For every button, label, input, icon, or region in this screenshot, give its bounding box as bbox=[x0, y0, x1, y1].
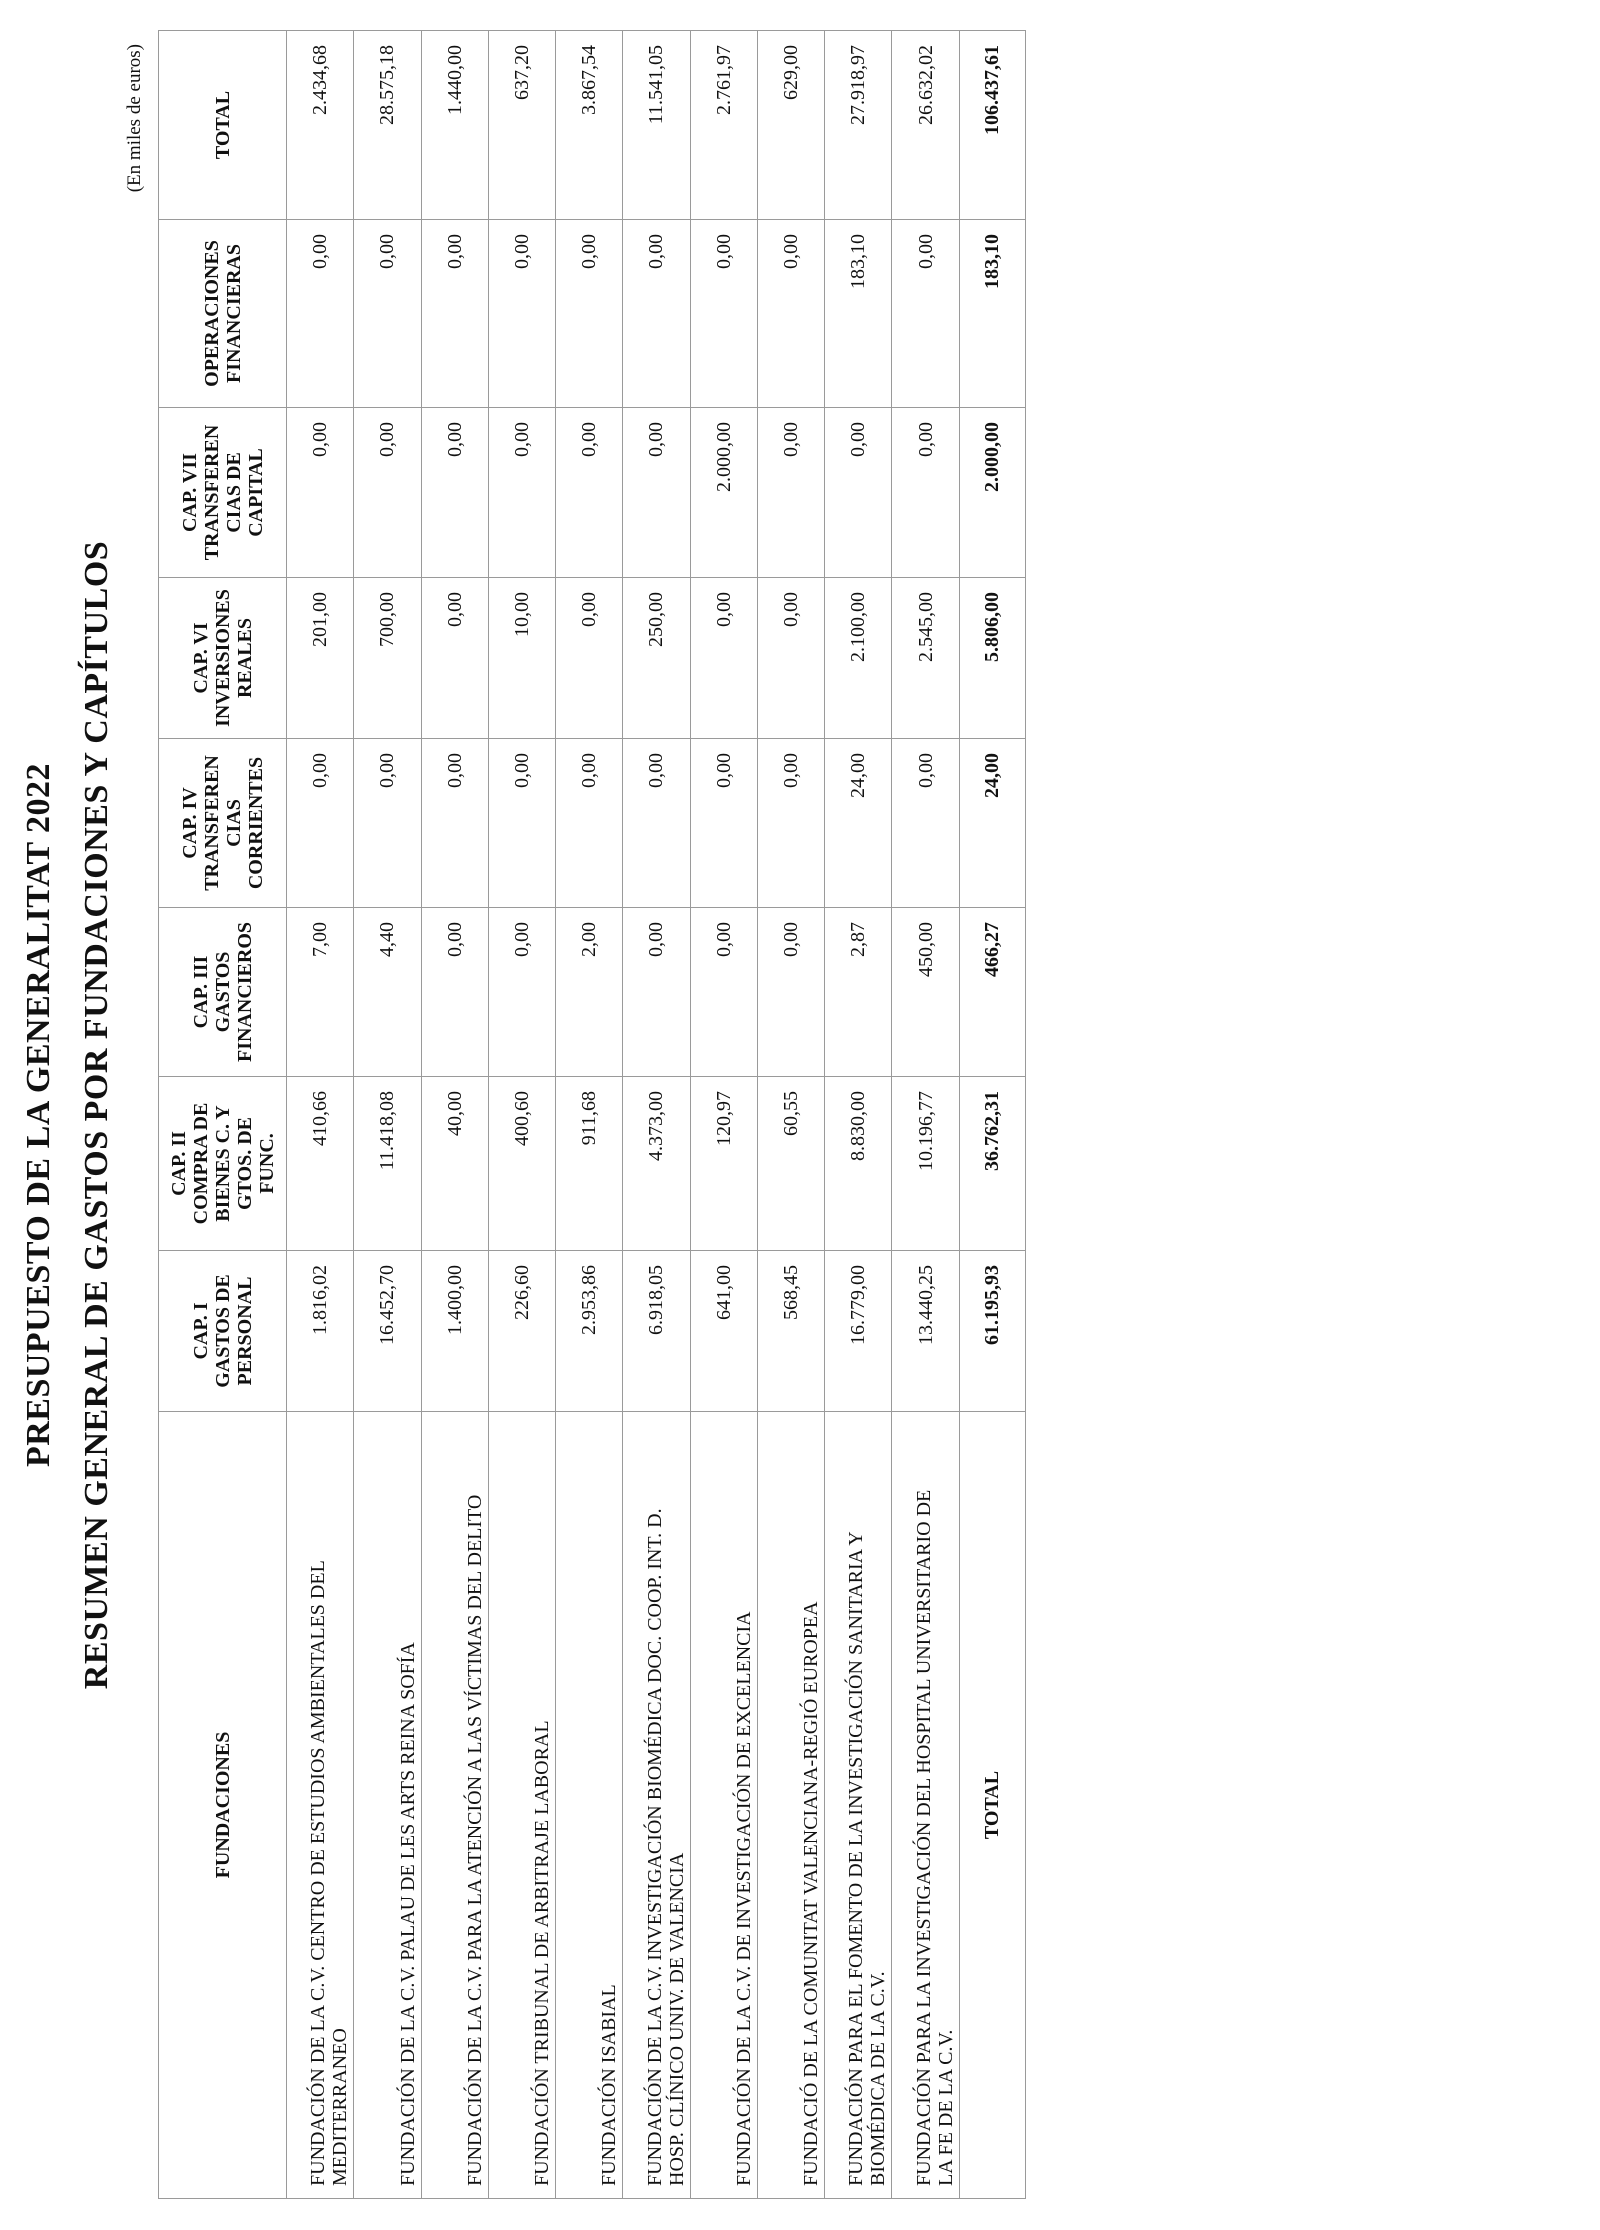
total-cap4: 24,00 bbox=[959, 739, 1025, 908]
fundacion-name-line2: MEDITERRANEO bbox=[329, 2028, 352, 2186]
cell-cap3: 4,40 bbox=[354, 908, 421, 1077]
cell-cap2: 410,66 bbox=[287, 1077, 354, 1251]
cell-cap7: 0,00 bbox=[757, 408, 824, 578]
cell-opfin: 0,00 bbox=[556, 220, 623, 408]
cell-cap4: 0,00 bbox=[287, 739, 354, 908]
cell-total: 2.761,97 bbox=[690, 31, 757, 220]
cell-cap7: 0,00 bbox=[488, 408, 555, 578]
cell-cap6: 0,00 bbox=[757, 578, 824, 739]
cell-cap7: 0,00 bbox=[556, 408, 623, 578]
units-note: (En miles de euros) bbox=[124, 44, 145, 193]
cell-cap6: 10,00 bbox=[488, 578, 555, 739]
header-opfin: OPERACIONES FINANCIERAS bbox=[159, 220, 287, 408]
cell-opfin: 183,10 bbox=[825, 220, 892, 408]
cell-cap4: 0,00 bbox=[556, 739, 623, 908]
total-cap2: 36.762,31 bbox=[959, 1077, 1025, 1251]
fundacion-name bbox=[825, 1412, 892, 2199]
cell-cap3: 0,00 bbox=[488, 908, 555, 1077]
fundacion-name-line1: FUNDACIÓN DE LA C.V. PARA LA ATENCIÓN A LAS VÍCTIMAS DEL DELITO bbox=[463, 1494, 486, 2186]
table-row bbox=[825, 31, 892, 2199]
fundacion-name bbox=[488, 1412, 555, 2199]
cell-cap4: 0,00 bbox=[892, 739, 959, 908]
fundacion-name-line1: FUNDACIÓN DE LA C.V. INVESTIGACIÓN BIOMÉDICA DOC. COOP. INT. D. bbox=[643, 1508, 666, 2186]
cell-cap1: 2.953,86 bbox=[556, 1251, 623, 1412]
cell-opfin: 0,00 bbox=[623, 220, 690, 408]
cell-cap2: 10.196,77 bbox=[892, 1077, 959, 1251]
total-cap3: 466,27 bbox=[959, 908, 1025, 1077]
table-row bbox=[757, 31, 824, 2199]
cell-cap6: 0,00 bbox=[690, 578, 757, 739]
cell-cap4: 0,00 bbox=[690, 739, 757, 908]
cell-cap1: 6.918,05 bbox=[623, 1251, 690, 1412]
cell-cap4: 0,00 bbox=[421, 739, 488, 908]
cell-opfin: 0,00 bbox=[690, 220, 757, 408]
cell-cap6: 250,00 bbox=[623, 578, 690, 739]
fundacion-name bbox=[287, 1412, 354, 2199]
page-title: PRESUPUESTO DE LA GENERALITAT 2022 bbox=[20, 762, 57, 1468]
cell-total: 3.867,54 bbox=[556, 31, 623, 220]
cell-cap2: 8.830,00 bbox=[825, 1077, 892, 1251]
cell-cap2: 11.418,08 bbox=[354, 1077, 421, 1251]
cell-total: 1.440,00 bbox=[421, 31, 488, 220]
cell-cap1: 568,45 bbox=[757, 1251, 824, 1412]
cell-cap3: 0,00 bbox=[623, 908, 690, 1077]
cell-cap6: 201,00 bbox=[287, 578, 354, 739]
header-total: TOTAL bbox=[159, 31, 287, 220]
cell-cap1: 1.816,02 bbox=[287, 1251, 354, 1412]
cell-cap7: 0,00 bbox=[354, 408, 421, 578]
cell-opfin: 0,00 bbox=[757, 220, 824, 408]
cell-cap1: 1.400,00 bbox=[421, 1251, 488, 1412]
fundacion-name-line1: FUNDACIÓN DE LA C.V. DE INVESTIGACIÓN DE EXCELENCIA bbox=[732, 1611, 755, 2186]
fundacion-name-line1: FUNDACIÓN TRIBUNAL DE ARBITRAJE LABORAL bbox=[531, 1720, 554, 2186]
fundacion-name-line1: FUNDACIÓN DE LA C.V. CENTRO DE ESTUDIOS AMBIENTALES DEL bbox=[307, 1560, 330, 2186]
cell-cap3: 7,00 bbox=[287, 908, 354, 1077]
cell-total: 26.632,02 bbox=[892, 31, 959, 220]
cell-total: 11.541,05 bbox=[623, 31, 690, 220]
cell-cap7: 2.000,00 bbox=[690, 408, 757, 578]
cell-cap1: 16.779,00 bbox=[825, 1251, 892, 1412]
cell-cap6: 0,00 bbox=[421, 578, 488, 739]
fundacion-name-line1: FUNDACIÓ DE LA COMUNITAT VALENCIANA-REGIÓ EUROPEA bbox=[800, 1601, 823, 2186]
cell-cap6: 2.545,00 bbox=[892, 578, 959, 739]
cell-cap4: 0,00 bbox=[757, 739, 824, 908]
cell-total: 2.434,68 bbox=[287, 31, 354, 220]
table-row bbox=[556, 31, 623, 2199]
cell-cap3: 450,00 bbox=[892, 908, 959, 1077]
cell-opfin: 0,00 bbox=[421, 220, 488, 408]
cell-cap6: 2.100,00 bbox=[825, 578, 892, 739]
fundacion-name bbox=[623, 1412, 690, 2199]
table-row bbox=[287, 31, 354, 2199]
cell-cap4: 0,00 bbox=[354, 739, 421, 908]
table-header-row bbox=[159, 31, 287, 2199]
table-row bbox=[623, 31, 690, 2199]
total-label: TOTAL bbox=[959, 1412, 1025, 2199]
cell-cap4: 24,00 bbox=[825, 739, 892, 908]
cell-cap1: 13.440,25 bbox=[892, 1251, 959, 1412]
cell-cap3: 0,00 bbox=[757, 908, 824, 1077]
cell-cap1: 641,00 bbox=[690, 1251, 757, 1412]
cell-cap7: 0,00 bbox=[892, 408, 959, 578]
fundacion-name bbox=[892, 1412, 959, 2199]
table-row bbox=[690, 31, 757, 2199]
table-row bbox=[354, 31, 421, 2199]
fundacion-name-line2: LA FE DE LA C.V. bbox=[934, 2029, 957, 2186]
cell-opfin: 0,00 bbox=[892, 220, 959, 408]
cell-cap2: 400,60 bbox=[488, 1077, 555, 1251]
cell-opfin: 0,00 bbox=[354, 220, 421, 408]
cell-cap1: 226,60 bbox=[488, 1251, 555, 1412]
fundacion-name bbox=[757, 1412, 824, 2199]
fundacion-name bbox=[354, 1412, 421, 2199]
header-cap2: CAP. II COMPRA DE BIENES C. Y GTOS. DE FUNC. bbox=[159, 1077, 287, 1251]
fundacion-name bbox=[690, 1412, 757, 2199]
header-fundaciones: FUNDACIONES bbox=[159, 1412, 287, 2199]
header-cap1: CAP. I GASTOS DE PERSONAL bbox=[159, 1251, 287, 1412]
fundacion-name-line2: BIOMÉDICA DE LA C.V. bbox=[867, 1971, 890, 2186]
cell-cap1: 16.452,70 bbox=[354, 1251, 421, 1412]
cell-cap6: 700,00 bbox=[354, 578, 421, 739]
fundacion-name-line1: FUNDACIÓN DE LA C.V. PALAU DE LES ARTS REINA SOFÍA bbox=[396, 1642, 419, 2186]
table-total-row bbox=[959, 31, 1025, 2199]
page-subtitle: RESUMEN GENERAL DE GASTOS POR FUNDACIONES Y CAPÍTULOS bbox=[78, 540, 115, 1690]
cell-opfin: 0,00 bbox=[488, 220, 555, 408]
header-cap4: CAP. IV TRANSFEREN CIAS CORRIENTES bbox=[159, 739, 287, 908]
cell-total: 27.918,97 bbox=[825, 31, 892, 220]
total-opfin: 183,10 bbox=[959, 220, 1025, 408]
cell-cap7: 0,00 bbox=[825, 408, 892, 578]
cell-cap3: 2,87 bbox=[825, 908, 892, 1077]
cell-cap7: 0,00 bbox=[623, 408, 690, 578]
table-row bbox=[892, 31, 959, 2199]
cell-cap2: 911,68 bbox=[556, 1077, 623, 1251]
cell-cap2: 120,97 bbox=[690, 1077, 757, 1251]
total-total: 106.437,61 bbox=[959, 31, 1025, 220]
cell-cap7: 0,00 bbox=[287, 408, 354, 578]
fundacion-name-line1: FUNDACIÓN PARA LA INVESTIGACIÓN DEL HOSPITAL UNIVERSITARIO DE bbox=[912, 1489, 935, 2186]
header-cap3: CAP. III GASTOS FINANCIEROS bbox=[159, 908, 287, 1077]
total-cap1: 61.195,93 bbox=[959, 1251, 1025, 1412]
fundacion-name-line1: FUNDACIÓN PARA EL FOMENTO DE LA INVESTIGACIÓN SANITARIA Y bbox=[845, 1531, 868, 2186]
fundacion-name bbox=[556, 1412, 623, 2199]
cell-cap3: 0,00 bbox=[690, 908, 757, 1077]
cell-cap7: 0,00 bbox=[421, 408, 488, 578]
total-cap6: 5.806,00 bbox=[959, 578, 1025, 739]
cell-cap4: 0,00 bbox=[623, 739, 690, 908]
fundacion-name-line2: HOSP. CLÍNICO UNIV. DE VALENCIA bbox=[665, 1852, 688, 2186]
cell-cap4: 0,00 bbox=[488, 739, 555, 908]
cell-opfin: 0,00 bbox=[287, 220, 354, 408]
fundacion-name bbox=[421, 1412, 488, 2199]
cell-total: 637,20 bbox=[488, 31, 555, 220]
cell-total: 629,00 bbox=[757, 31, 824, 220]
cell-cap2: 40,00 bbox=[421, 1077, 488, 1251]
header-cap7: CAP. VII TRANSFEREN CIAS DE CAPITAL bbox=[159, 408, 287, 578]
cell-cap3: 0,00 bbox=[421, 908, 488, 1077]
total-cap7: 2.000,00 bbox=[959, 408, 1025, 578]
cell-cap2: 60,55 bbox=[757, 1077, 824, 1251]
header-cap6: CAP. VI INVERSIONES REALES bbox=[159, 578, 287, 739]
fundacion-name-line1: FUNDACIÓN ISABIAL bbox=[598, 1984, 621, 2186]
table-row bbox=[488, 31, 555, 2199]
cell-total: 28.575,18 bbox=[354, 31, 421, 220]
cell-cap6: 0,00 bbox=[556, 578, 623, 739]
budget-table bbox=[158, 30, 1026, 2199]
cell-cap3: 2,00 bbox=[556, 908, 623, 1077]
table-row bbox=[421, 31, 488, 2199]
cell-cap2: 4.373,00 bbox=[623, 1077, 690, 1251]
